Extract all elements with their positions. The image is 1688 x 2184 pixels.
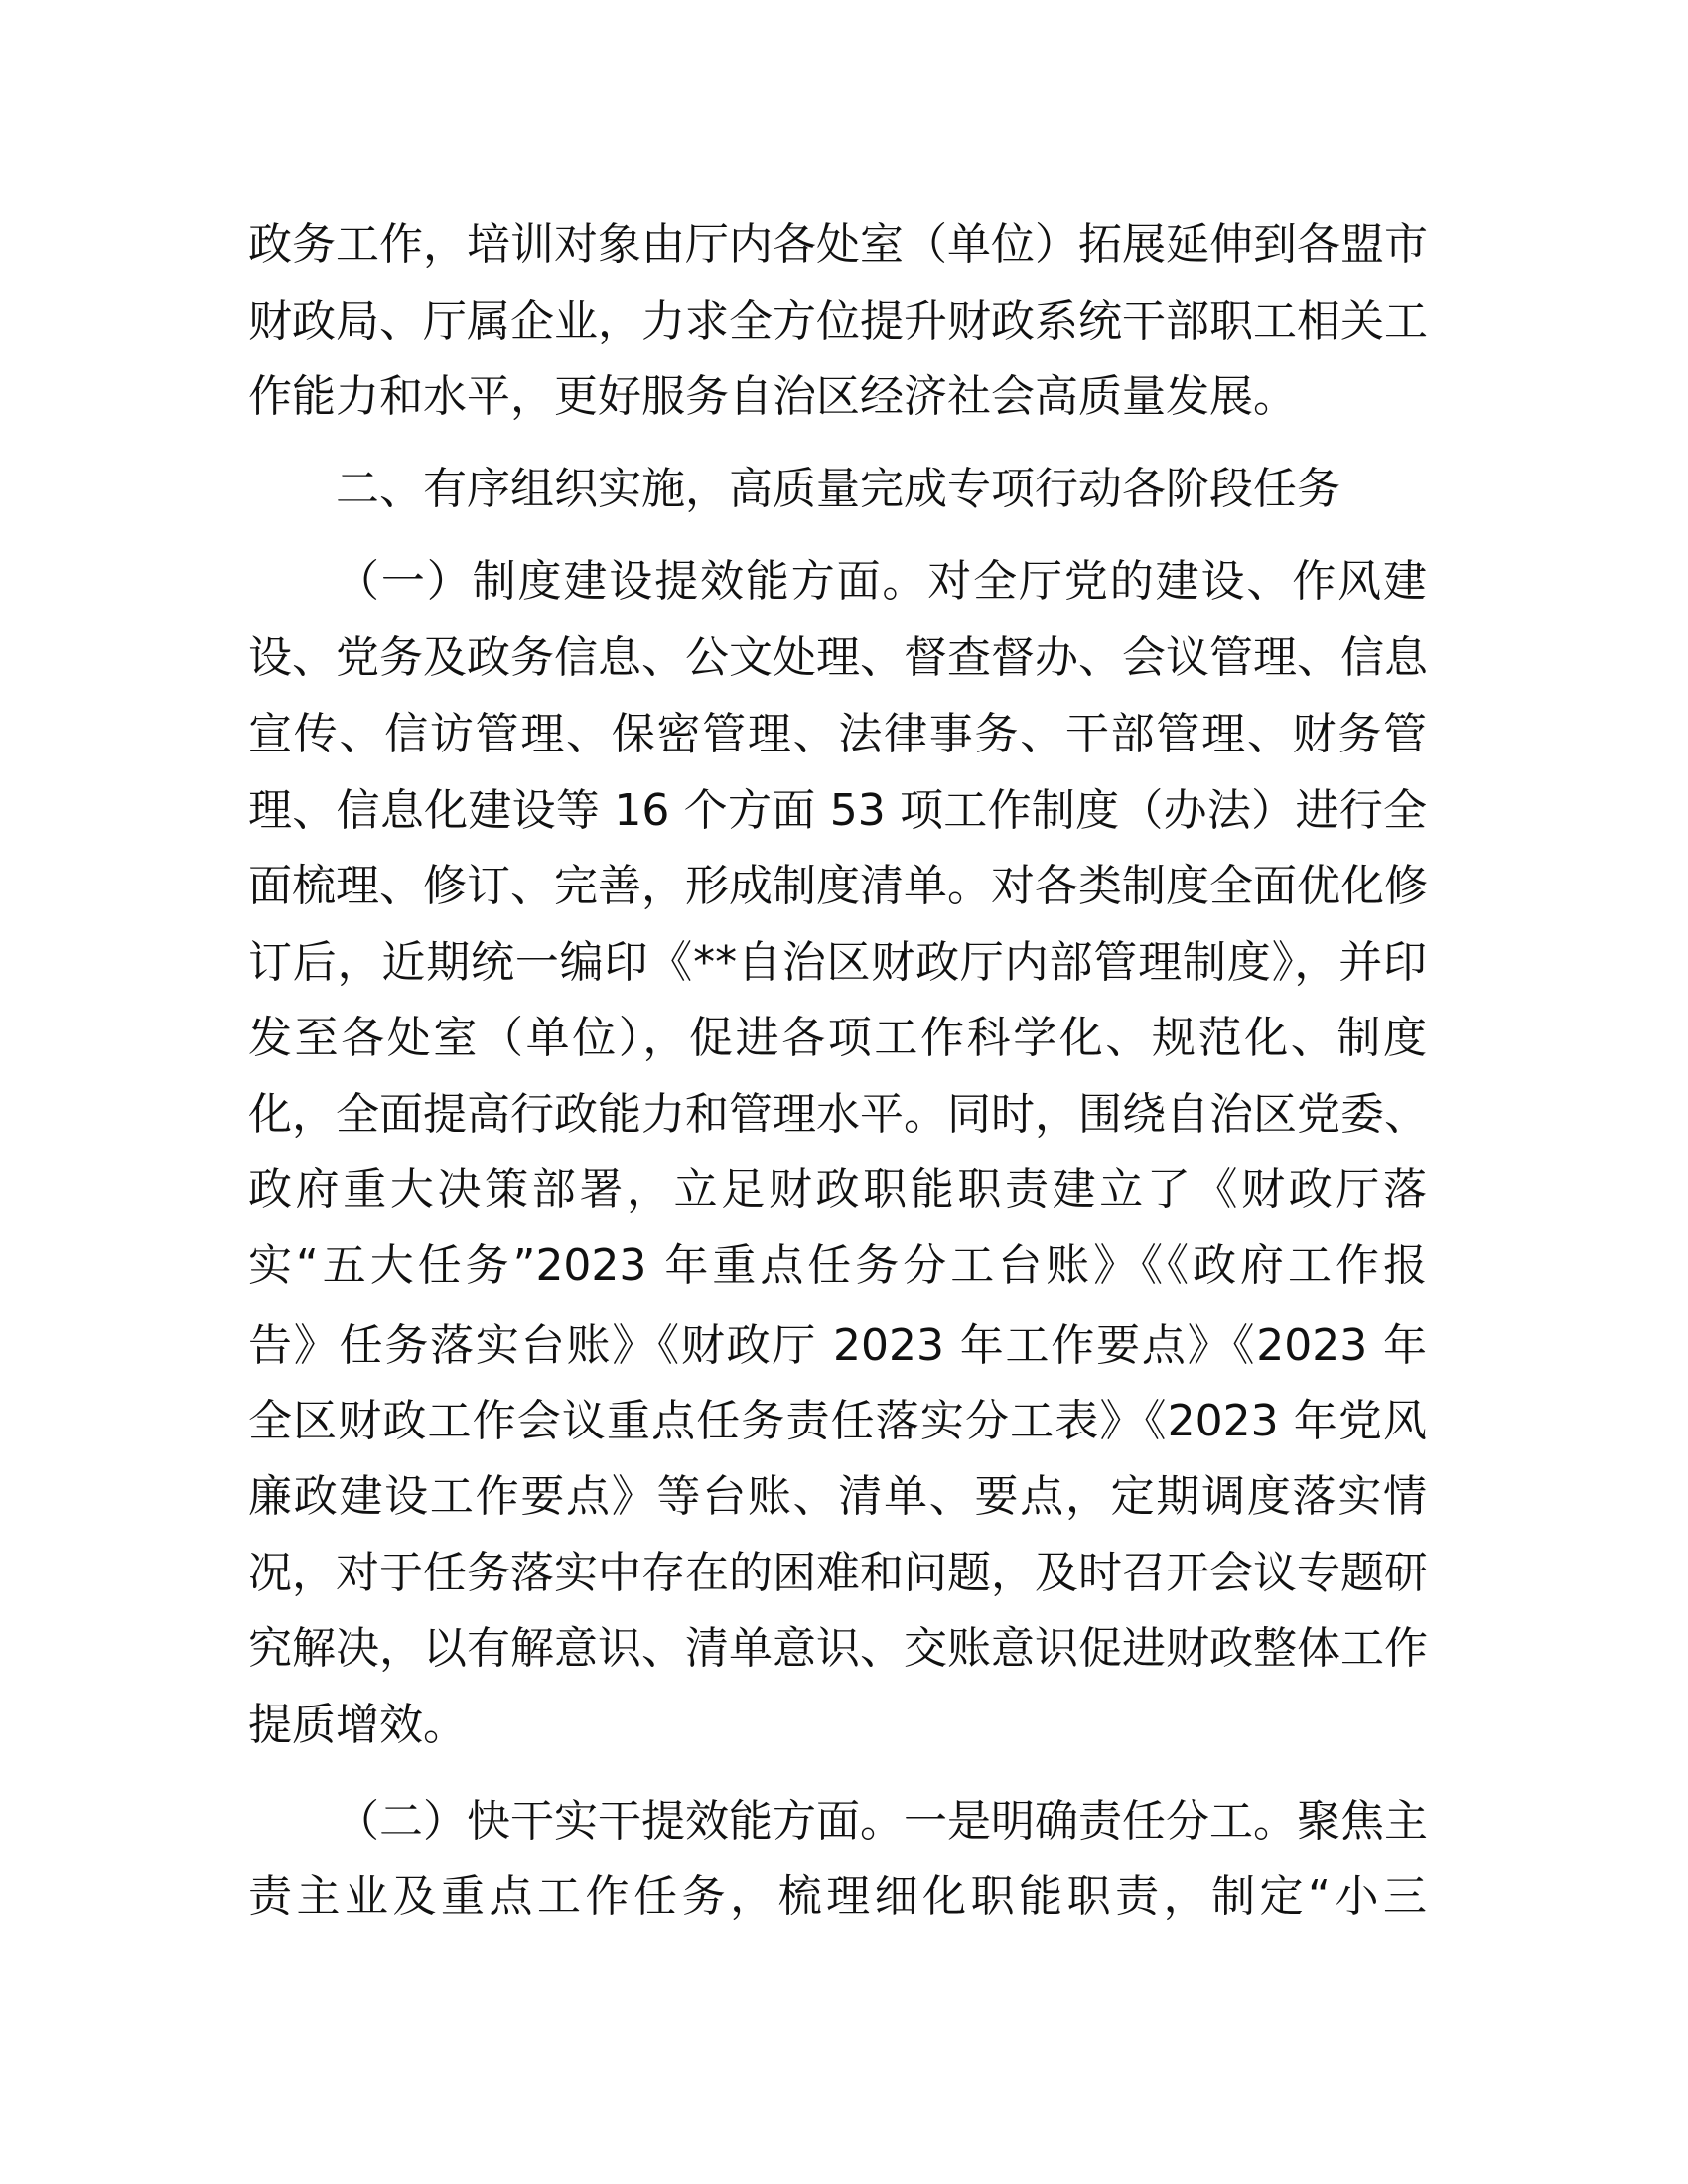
text-line: 廉政建设工作要点》等台账、清单、要点，定期调度落实情 [248,1471,1427,1522]
text-line: 财政局、厅属企业，力求全方位提升财政系统干部职工相关工 [248,296,1428,346]
text-line: 责主业及重点工作任务，梳理细化职能职责，制定“小三 [248,1871,1427,1922]
text-line: 设、党务及政务信息、公文处理、督查督办、会议管理、信息 [248,632,1428,683]
text-line: 发至各处室（单位），促进各项工作科学化、规范化、制度 [248,1013,1427,1063]
text-line: 况，对于任务落实中存在的困难和问题，及时召开会议专题研 [248,1548,1428,1598]
text-line: （二）快干实干提效能方面。一是明确责任分工。聚焦主 [336,1796,1428,1846]
text-line: 理、信息化建设等 16 个方面 53 项工作制度（办法）进行全 [248,785,1427,836]
text-line: 提质增效。 [248,1700,467,1750]
text-line: 政府重大决策部署，立足财政职能职责建立了《财政厅落 [248,1164,1427,1215]
text-line: 全区财政工作会议重点任务责任落实分工表》《2023 年党风 [248,1396,1427,1446]
text-line: 究解决，以有解意识、清单意识、交账意识促进财政整体工作 [248,1623,1428,1674]
text-line: 面梳理、修订、完善，形成制度清单。对各类制度全面优化修 [248,861,1428,911]
text-line: 作能力和水平，更好服务自治区经济社会高质量发展。 [248,371,1297,422]
text-line: 实“五大任务”2023 年重点任务分工台账》《《政府工作报 [248,1240,1427,1291]
text-line: 化，全面提高行政能力和管理水平。同时，围绕自治区党委、 [248,1089,1428,1140]
text-line: 宣传、信访管理、保密管理、法律事务、干部管理、财务管 [248,709,1427,759]
text-line: （一）制度建设提效能方面。对全厅党的建设、作风建 [336,556,1427,607]
text-line: 二、有序组织实施，高质量完成专项行动各阶段任务 [336,464,1340,514]
text-line: 告》任务落实台账》《财政厅 2023 年工作要点》《2023 年 [248,1320,1427,1371]
text-line: 政务工作，培训对象由厅内各处室（单位）拓展延伸到各盟市 [248,219,1428,270]
text-line: 订后，近期统一编印《**自治区财政厅内部管理制度》，并印 [248,937,1427,988]
